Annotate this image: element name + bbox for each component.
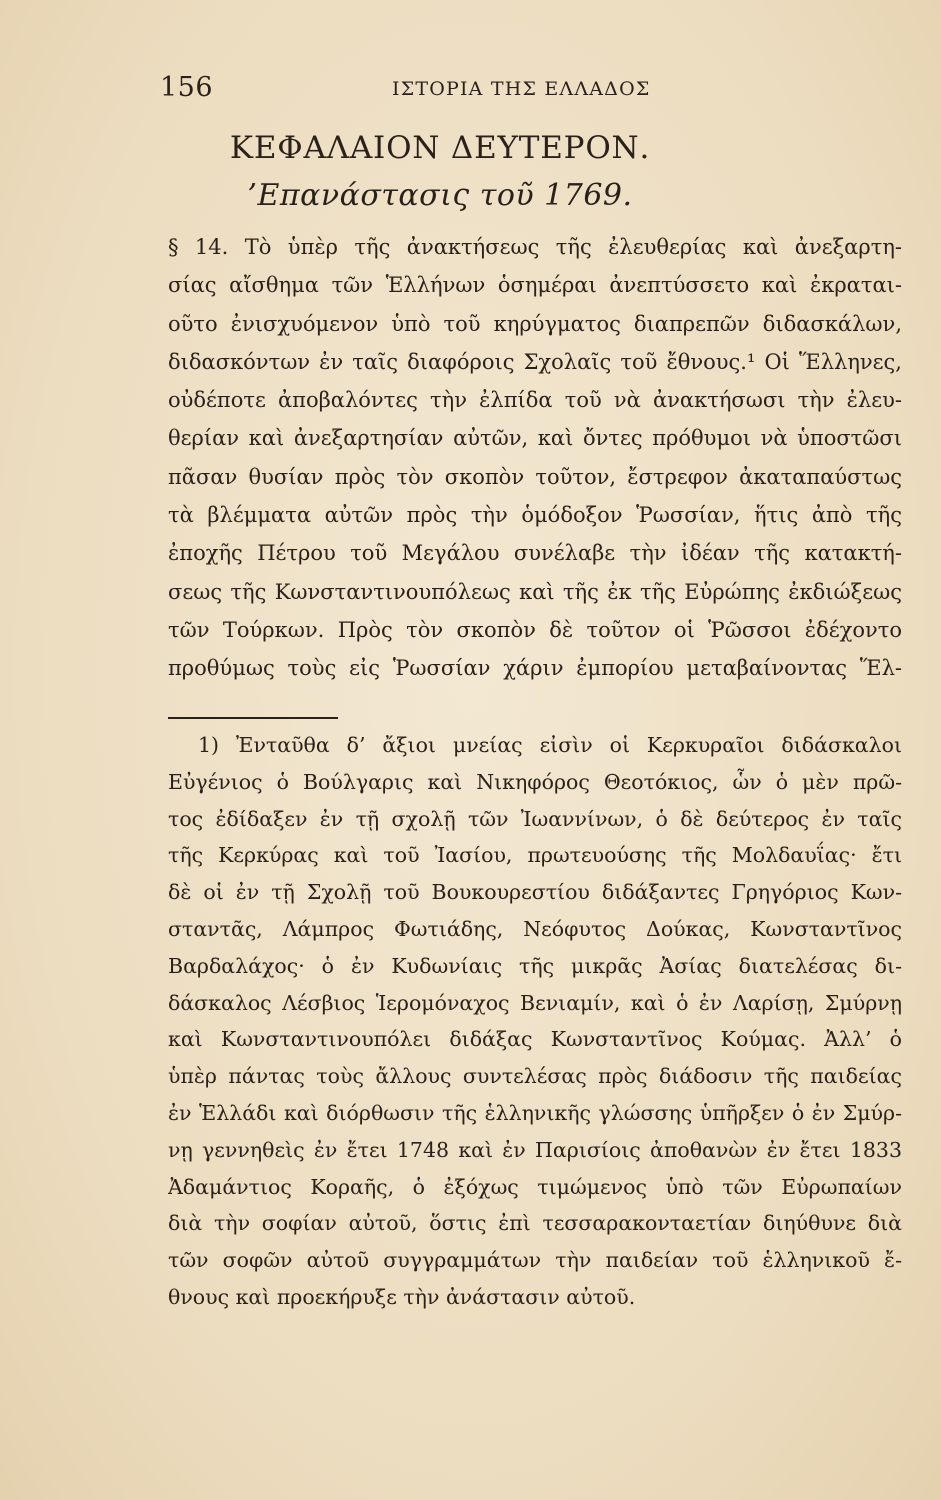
- body-line: σεως τῆς Κωνσταντινουπόλεως καὶ τῆς ἐκ τῆς Εὐρώπης ἐκδιώξεως: [168, 579, 902, 604]
- body-line: προθύμως τοὺς εἰς Ῥωσσίαν χάριν ἐμπορίου μεταβαίνοντας Ἕλ-: [168, 656, 902, 681]
- footnote-line: τῶν σοφῶν αὐτοῦ συγγραμμάτων τὴν παιδείαν τοῦ ἑλληνικοῦ ἔ-: [168, 1248, 902, 1273]
- footnote-line: Ἀδαμάντιος Κοραῆς, ὁ ἐξόχως τιμώμενος ὑπὸ τῶν Εὐρωπαίων: [168, 1174, 902, 1199]
- footnote-divider: [168, 717, 338, 719]
- footnote-line: Εὐγένιος ὁ Βούλγαρις καὶ Νικηφόρος Θεοτόκιος, ὧν ὁ μὲν πρῶ-: [168, 769, 902, 794]
- page-number: 156: [160, 72, 214, 103]
- footnote-line: δὲ οἱ ἐν τῇ Σχολῇ τοῦ Βουκουρεστίου διδάξαντες Γρηγόριος Κων-: [168, 880, 902, 905]
- running-title: ΙΣΤΟΡΙΑ ΤΗΣ ΕΛΛΑΔΟΣ: [392, 78, 651, 100]
- footnote-line: τῆς Κερκύρας καὶ τοῦ Ἰασίου, πρωτευούσης τῆς Μολδαυΐας· ἔτι: [168, 843, 902, 868]
- body-line: οὐδέποτε ἀποβαλόντες τὴν ἐλπίδα τοῦ νὰ ἀνακτήσωσι τὴν ἐλευ-: [168, 388, 902, 413]
- body-line: οῦτο ἐνισχυόμενον ὑπὸ τοῦ κηρύγματος διαπρεπῶν διδασκάλων,: [168, 311, 902, 336]
- footnote-line: ἐν Ἑλλάδι καὶ διόρθωσιν τῆς ἑλληνικῆς γλώσσης ὑπῆρξεν ὁ ἐν Σμύρ-: [168, 1100, 902, 1125]
- footnote-line: θνους καὶ προεκήρυξε τὴν ἀνάστασιν αὐτοῦ.: [168, 1284, 636, 1309]
- body-line: διδασκόντων ἐν ταῖς διαφόροις Σχολαῖς τοῦ ἔθνους.¹ Οἱ Ἕλληνες,: [168, 349, 902, 374]
- body-line: § 14. Τὸ ὑπὲρ τῆς ἀνακτήσεως τῆς ἐλευθερίας καὶ ἀνεξαρτη-: [168, 235, 902, 259]
- footnote: [168, 727, 902, 1316]
- chapter-subtitle: ’Επανάστασις τοῦ 1769.: [247, 178, 633, 213]
- footnote-line: ὑπὲρ πάντας τοὺς ἄλλους συντελέσας πρὸς διάδοσιν τῆς παιδείας: [168, 1064, 902, 1089]
- footnote-line: τος ἐδίδαξεν ἐν τῇ σχολῇ τῶν Ἰωαννίνων, ὁ δὲ δεύτερος ἐν ταῖς: [168, 806, 902, 831]
- footnote-line: διὰ τὴν σοφίαν αὐτοῦ, ὅστις ἐπὶ τεσσαρακονταετίαν διηύθυνε διὰ: [168, 1211, 902, 1236]
- body-line: τῶν Τούρκων. Πρὸς τὸν σκοπὸν δὲ τοῦτον οἱ Ῥῶσσοι ἐδέχοντο: [168, 617, 902, 642]
- body-line: ἐποχῆς Πέτρου τοῦ Μεγάλου συνέλαβε τὴν ἰδέαν τῆς κατακτή-: [168, 541, 902, 566]
- body-line: τὰ βλέμματα αὐτῶν πρὸς τὴν ὁμόδοξον Ῥωσσίαν, ἥτις ἀπὸ τῆς: [168, 503, 902, 528]
- footnote-line: καὶ Κωνσταντινουπόλει διδάξας Κωνσταντῖνος Κούμας. Ἀλλ’ ὁ: [168, 1027, 902, 1052]
- footnote-line: Βαρδαλάχος· ὁ ἐν Κυδωνίαις τῆς μικρᾶς Ἀσίας διατελέσας δι-: [168, 953, 902, 978]
- footnote-line: σταντᾶς, Λάμπρος Φωτιάδης, Νεόφυτος Δούκας, Κωνσταντῖνος: [168, 916, 902, 941]
- footnote-line: νῃ γεννηθεὶς ἐν ἔτει 1748 καὶ ἐν Παρισίοις ἀποθανὼν ἐν ἔτει 1833: [168, 1137, 902, 1162]
- body-text: [168, 228, 902, 688]
- body-line: πᾶσαν θυσίαν πρὸς τὸν σκοπὸν τοῦτον, ἔστρεφον ἀκαταπαύστως: [168, 464, 902, 489]
- body-line: θερίαν καὶ ἀνεξαρτησίαν αὐτῶν, καὶ ὄντες πρόθυμοι νὰ ὑποστῶσι: [168, 426, 902, 451]
- footnote-line: 1) Ἐνταῦθα δ’ ἄξιοι μνείας εἰσὶν οἱ Κερκυραῖοι διδάσκαλοι: [198, 733, 902, 757]
- chapter-title: ΚΕΦΑΛΑΙΟΝ ΔΕΥΤΕΡΟΝ.: [229, 130, 651, 166]
- body-line: σίας αἴσθημα τῶν Ἑλλήνων ὁσημέραι ἀνεπτύσσετο καὶ ἐκραται-: [168, 273, 902, 298]
- footnote-line: δάσκαλος Λέσβιος Ἱερομόναχος Βενιαμίν, καὶ ὁ ἐν Λαρίσῃ, Σμύρνῃ: [168, 990, 902, 1015]
- page-header: [160, 72, 800, 112]
